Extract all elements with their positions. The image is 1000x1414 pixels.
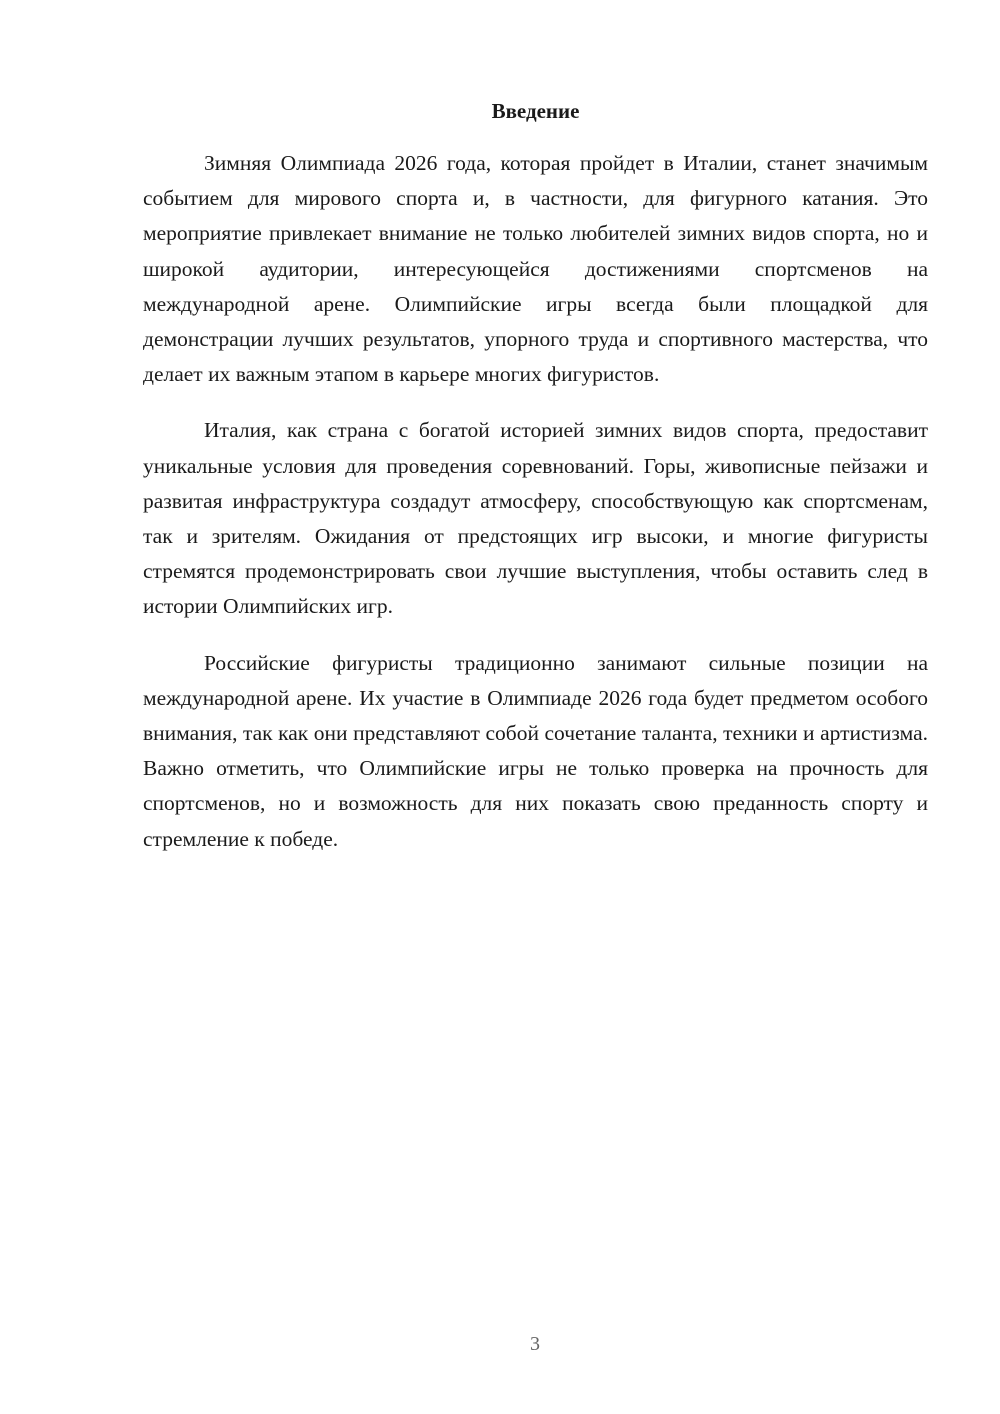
page-number: 3 xyxy=(530,1333,540,1355)
paragraph-2: Италия, как страна с богатой историей зимних видов спорта, предоставит уникальные условия для проведения соревнований. Горы, живописные пейзажи и развитая инфраструктура создадут атмосферу, способствующую как спортсменам, так и зрителям. Ожидания от предстоящих игр высоки, и многие фигуристы стремятся продемонстрировать свои лучшие выступления, чтобы оставить след в истории Олимпийских игр. xyxy=(143,418,928,619)
section-heading: Введение xyxy=(491,99,580,123)
paragraph-3: Российские фигуристы традиционно занимают сильные позиции на международной арене. Их участие в Олимпиаде 2026 года будет предметом особого внимания, так как они представляют собой сочетание таланта, техники и артистизма. Важно отметить, что Олимпийские игры не только проверка на прочность для спортсменов, но и возможность для них показать свою преданность спорту и стремление к победе. xyxy=(143,650,928,851)
paragraph-1: Зимняя Олимпиада 2026 года, которая пройдет в Италии, станет значимым событием для мирового спорта и, в частности, для фигурного катания. Это мероприятие привлекает внимание не только любителей зимних видов спорта, но и широкой аудитории, интересующейся достижениями спортсменов на международной арене. Олимпийские игры всегда были площадкой для демонстрации лучших результатов, упорного труда и спортивного мастерства, что делает их важным этапом в карьере многих фигуристов. xyxy=(143,151,928,387)
document-page xyxy=(143,96,928,878)
